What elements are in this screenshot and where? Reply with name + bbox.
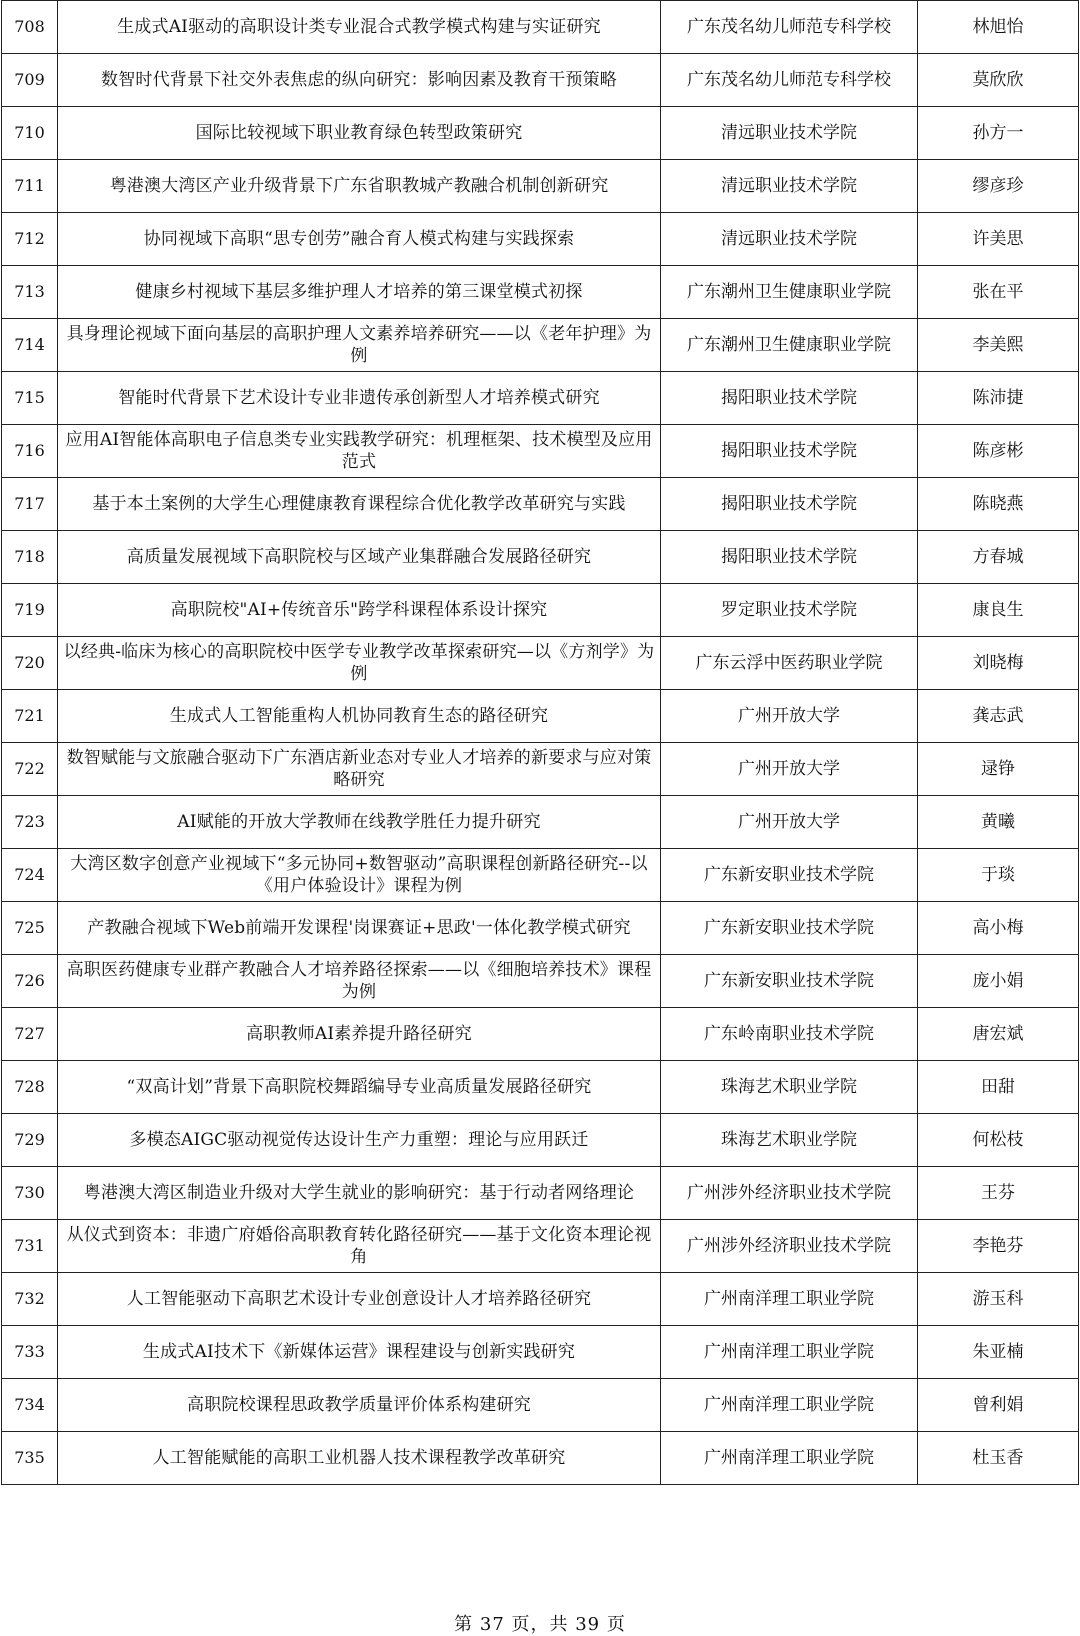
person-name: 缪彦珍 bbox=[918, 160, 1079, 213]
person-name: 朱亚楠 bbox=[918, 1326, 1079, 1379]
school-name: 广州开放大学 bbox=[661, 743, 918, 796]
person-name: 刘晓梅 bbox=[918, 637, 1079, 690]
person-name: 于琰 bbox=[918, 849, 1079, 902]
school-name: 揭阳职业技术学院 bbox=[661, 425, 918, 478]
table-row bbox=[2, 266, 1079, 319]
project-title: 人工智能赋能的高职工业机器人技术课程教学改革研究 bbox=[58, 1432, 661, 1485]
table-row bbox=[2, 1061, 1079, 1114]
person-name: 方春城 bbox=[918, 531, 1079, 584]
project-title: 国际比较视域下职业教育绿色转型政策研究 bbox=[58, 107, 661, 160]
row-number: 727 bbox=[2, 1008, 58, 1061]
project-title: 高职教师AI素养提升路径研究 bbox=[58, 1008, 661, 1061]
project-title: 健康乡村视域下基层多维护理人才培养的第三课堂模式初探 bbox=[58, 266, 661, 319]
project-title: 生成式人工智能重构人机协同教育生态的路径研究 bbox=[58, 690, 661, 743]
row-number: 722 bbox=[2, 743, 58, 796]
school-name: 广州南洋理工职业学院 bbox=[661, 1432, 918, 1485]
project-title: 生成式AI技术下《新媒体运营》课程建设与创新实践研究 bbox=[58, 1326, 661, 1379]
row-number: 710 bbox=[2, 107, 58, 160]
school-name: 清远职业技术学院 bbox=[661, 213, 918, 266]
school-name: 揭阳职业技术学院 bbox=[661, 531, 918, 584]
row-number: 714 bbox=[2, 319, 58, 372]
project-title: 从仪式到资本：非遗广府婚俗高职教育转化路径研究——基于文化资本理论视角 bbox=[58, 1220, 661, 1273]
row-number: 731 bbox=[2, 1220, 58, 1273]
project-title: 基于本土案例的大学生心理健康教育课程综合优化教学改革研究与实践 bbox=[58, 478, 661, 531]
project-title: 具身理论视域下面向基层的高职护理人文素养培养研究——以《老年护理》为例 bbox=[58, 319, 661, 372]
table-row bbox=[2, 849, 1079, 902]
school-name: 广东新安职业技术学院 bbox=[661, 955, 918, 1008]
row-number: 709 bbox=[2, 54, 58, 107]
table-row bbox=[2, 1, 1079, 54]
row-number: 719 bbox=[2, 584, 58, 637]
person-name: 陈沛捷 bbox=[918, 372, 1079, 425]
person-name: 孙方一 bbox=[918, 107, 1079, 160]
row-number: 729 bbox=[2, 1114, 58, 1167]
row-number: 723 bbox=[2, 796, 58, 849]
table-row bbox=[2, 54, 1079, 107]
row-number: 720 bbox=[2, 637, 58, 690]
row-number: 716 bbox=[2, 425, 58, 478]
table-row bbox=[2, 955, 1079, 1008]
person-name: 田甜 bbox=[918, 1061, 1079, 1114]
person-name: 曾利娟 bbox=[918, 1379, 1079, 1432]
project-title: 生成式AI驱动的高职设计类专业混合式教学模式构建与实证研究 bbox=[58, 1, 661, 54]
person-name: 张在平 bbox=[918, 266, 1079, 319]
table-row bbox=[2, 1114, 1079, 1167]
table-row bbox=[2, 1432, 1079, 1485]
project-title: 粤港澳大湾区产业升级背景下广东省职教城产教融合机制创新研究 bbox=[58, 160, 661, 213]
school-name: 广东云浮中医药职业学院 bbox=[661, 637, 918, 690]
table-row bbox=[2, 425, 1079, 478]
project-title: 大湾区数字创意产业视域下“多元协同+数智驱动”高职课程创新路径研究--以《用户体验设计》课程为例 bbox=[58, 849, 661, 902]
school-name: 广州南洋理工职业学院 bbox=[661, 1379, 918, 1432]
row-number: 728 bbox=[2, 1061, 58, 1114]
table-row bbox=[2, 637, 1079, 690]
person-name: 游玉科 bbox=[918, 1273, 1079, 1326]
person-name: 逯铮 bbox=[918, 743, 1079, 796]
table-row bbox=[2, 213, 1079, 266]
person-name: 康良生 bbox=[918, 584, 1079, 637]
school-name: 广东新安职业技术学院 bbox=[661, 849, 918, 902]
row-number: 717 bbox=[2, 478, 58, 531]
project-title: 数智赋能与文旅融合驱动下广东酒店新业态对专业人才培养的新要求与应对策略研究 bbox=[58, 743, 661, 796]
table-row bbox=[2, 319, 1079, 372]
project-title: AI赋能的开放大学教师在线教学胜任力提升研究 bbox=[58, 796, 661, 849]
table-row bbox=[2, 478, 1079, 531]
project-title: 数智时代背景下社交外表焦虑的纵向研究：影响因素及教育干预策略 bbox=[58, 54, 661, 107]
table-row bbox=[2, 796, 1079, 849]
row-number: 726 bbox=[2, 955, 58, 1008]
school-name: 广州涉外经济职业技术学院 bbox=[661, 1220, 918, 1273]
row-number: 713 bbox=[2, 266, 58, 319]
row-number: 725 bbox=[2, 902, 58, 955]
table-row bbox=[2, 1326, 1079, 1379]
school-name: 广东新安职业技术学院 bbox=[661, 902, 918, 955]
project-title: 以经典-临床为核心的高职院校中医学专业教学改革探索研究—以《方剂学》为例 bbox=[58, 637, 661, 690]
project-title: “双高计划”背景下高职院校舞蹈编导专业高质量发展路径研究 bbox=[58, 1061, 661, 1114]
row-number: 708 bbox=[2, 1, 58, 54]
school-name: 清远职业技术学院 bbox=[661, 107, 918, 160]
person-name: 杜玉香 bbox=[918, 1432, 1079, 1485]
project-title: 高职院校课程思政教学质量评价体系构建研究 bbox=[58, 1379, 661, 1432]
school-name: 广东潮州卫生健康职业学院 bbox=[661, 319, 918, 372]
school-name: 清远职业技术学院 bbox=[661, 160, 918, 213]
row-number: 733 bbox=[2, 1326, 58, 1379]
table-row bbox=[2, 584, 1079, 637]
person-name: 陈彦彬 bbox=[918, 425, 1079, 478]
school-name: 珠海艺术职业学院 bbox=[661, 1114, 918, 1167]
school-name: 揭阳职业技术学院 bbox=[661, 372, 918, 425]
school-name: 广州开放大学 bbox=[661, 796, 918, 849]
table-row bbox=[2, 160, 1079, 213]
school-name: 广东岭南职业技术学院 bbox=[661, 1008, 918, 1061]
table-row bbox=[2, 1008, 1079, 1061]
project-title: 多模态AIGC驱动视觉传达设计生产力重塑：理论与应用跃迁 bbox=[58, 1114, 661, 1167]
table-body bbox=[2, 1, 1079, 1485]
project-title: 人工智能驱动下高职艺术设计专业创意设计人才培养路径研究 bbox=[58, 1273, 661, 1326]
row-number: 711 bbox=[2, 160, 58, 213]
project-title: 粤港澳大湾区制造业升级对大学生就业的影响研究：基于行动者网络理论 bbox=[58, 1167, 661, 1220]
row-number: 735 bbox=[2, 1432, 58, 1485]
project-title: 高职院校"AI+传统音乐"跨学科课程体系设计探究 bbox=[58, 584, 661, 637]
school-name: 广州涉外经济职业技术学院 bbox=[661, 1167, 918, 1220]
school-name: 广州开放大学 bbox=[661, 690, 918, 743]
school-name: 广州南洋理工职业学院 bbox=[661, 1326, 918, 1379]
table-row bbox=[2, 690, 1079, 743]
school-name: 罗定职业技术学院 bbox=[661, 584, 918, 637]
row-number: 734 bbox=[2, 1379, 58, 1432]
table-row bbox=[2, 902, 1079, 955]
school-name: 揭阳职业技术学院 bbox=[661, 478, 918, 531]
person-name: 高小梅 bbox=[918, 902, 1079, 955]
row-number: 712 bbox=[2, 213, 58, 266]
project-title: 协同视域下高职“思专创劳”融合育人模式构建与实践探索 bbox=[58, 213, 661, 266]
project-title: 高质量发展视域下高职院校与区域产业集群融合发展路径研究 bbox=[58, 531, 661, 584]
school-name: 广东潮州卫生健康职业学院 bbox=[661, 266, 918, 319]
table-row bbox=[2, 531, 1079, 584]
table-row bbox=[2, 1220, 1079, 1273]
table-row bbox=[2, 1273, 1079, 1326]
person-name: 庞小娟 bbox=[918, 955, 1079, 1008]
person-name: 李美熙 bbox=[918, 319, 1079, 372]
table-row bbox=[2, 107, 1079, 160]
person-name: 莫欣欣 bbox=[918, 54, 1079, 107]
person-name: 陈晓燕 bbox=[918, 478, 1079, 531]
school-name: 广东茂名幼儿师范专科学校 bbox=[661, 54, 918, 107]
person-name: 许美思 bbox=[918, 213, 1079, 266]
page-number-footer: 第 37 页，共 39 页 bbox=[454, 1614, 626, 1635]
school-name: 广州南洋理工职业学院 bbox=[661, 1273, 918, 1326]
project-list-table bbox=[1, 0, 1079, 1485]
school-name: 广东茂名幼儿师范专科学校 bbox=[661, 1, 918, 54]
person-name: 林旭怡 bbox=[918, 1, 1079, 54]
person-name: 黄曦 bbox=[918, 796, 1079, 849]
row-number: 718 bbox=[2, 531, 58, 584]
school-name: 珠海艺术职业学院 bbox=[661, 1061, 918, 1114]
table-row bbox=[2, 1379, 1079, 1432]
project-title: 产教融合视域下Web前端开发课程'岗课赛证+思政'一体化教学模式研究 bbox=[58, 902, 661, 955]
row-number: 721 bbox=[2, 690, 58, 743]
person-name: 王芬 bbox=[918, 1167, 1079, 1220]
person-name: 何松枝 bbox=[918, 1114, 1079, 1167]
table-row bbox=[2, 372, 1079, 425]
row-number: 730 bbox=[2, 1167, 58, 1220]
row-number: 724 bbox=[2, 849, 58, 902]
project-title: 高职医药健康专业群产教融合人才培养路径探索——以《细胞培养技术》课程为例 bbox=[58, 955, 661, 1008]
person-name: 李艳芬 bbox=[918, 1220, 1079, 1273]
row-number: 732 bbox=[2, 1273, 58, 1326]
person-name: 唐宏斌 bbox=[918, 1008, 1079, 1061]
table-row bbox=[2, 743, 1079, 796]
row-number: 715 bbox=[2, 372, 58, 425]
person-name: 龚志武 bbox=[918, 690, 1079, 743]
project-title: 智能时代背景下艺术设计专业非遗传承创新型人才培养模式研究 bbox=[58, 372, 661, 425]
project-title: 应用AI智能体高职电子信息类专业实践教学研究：机理框架、技术模型及应用范式 bbox=[58, 425, 661, 478]
table-row bbox=[2, 1167, 1079, 1220]
